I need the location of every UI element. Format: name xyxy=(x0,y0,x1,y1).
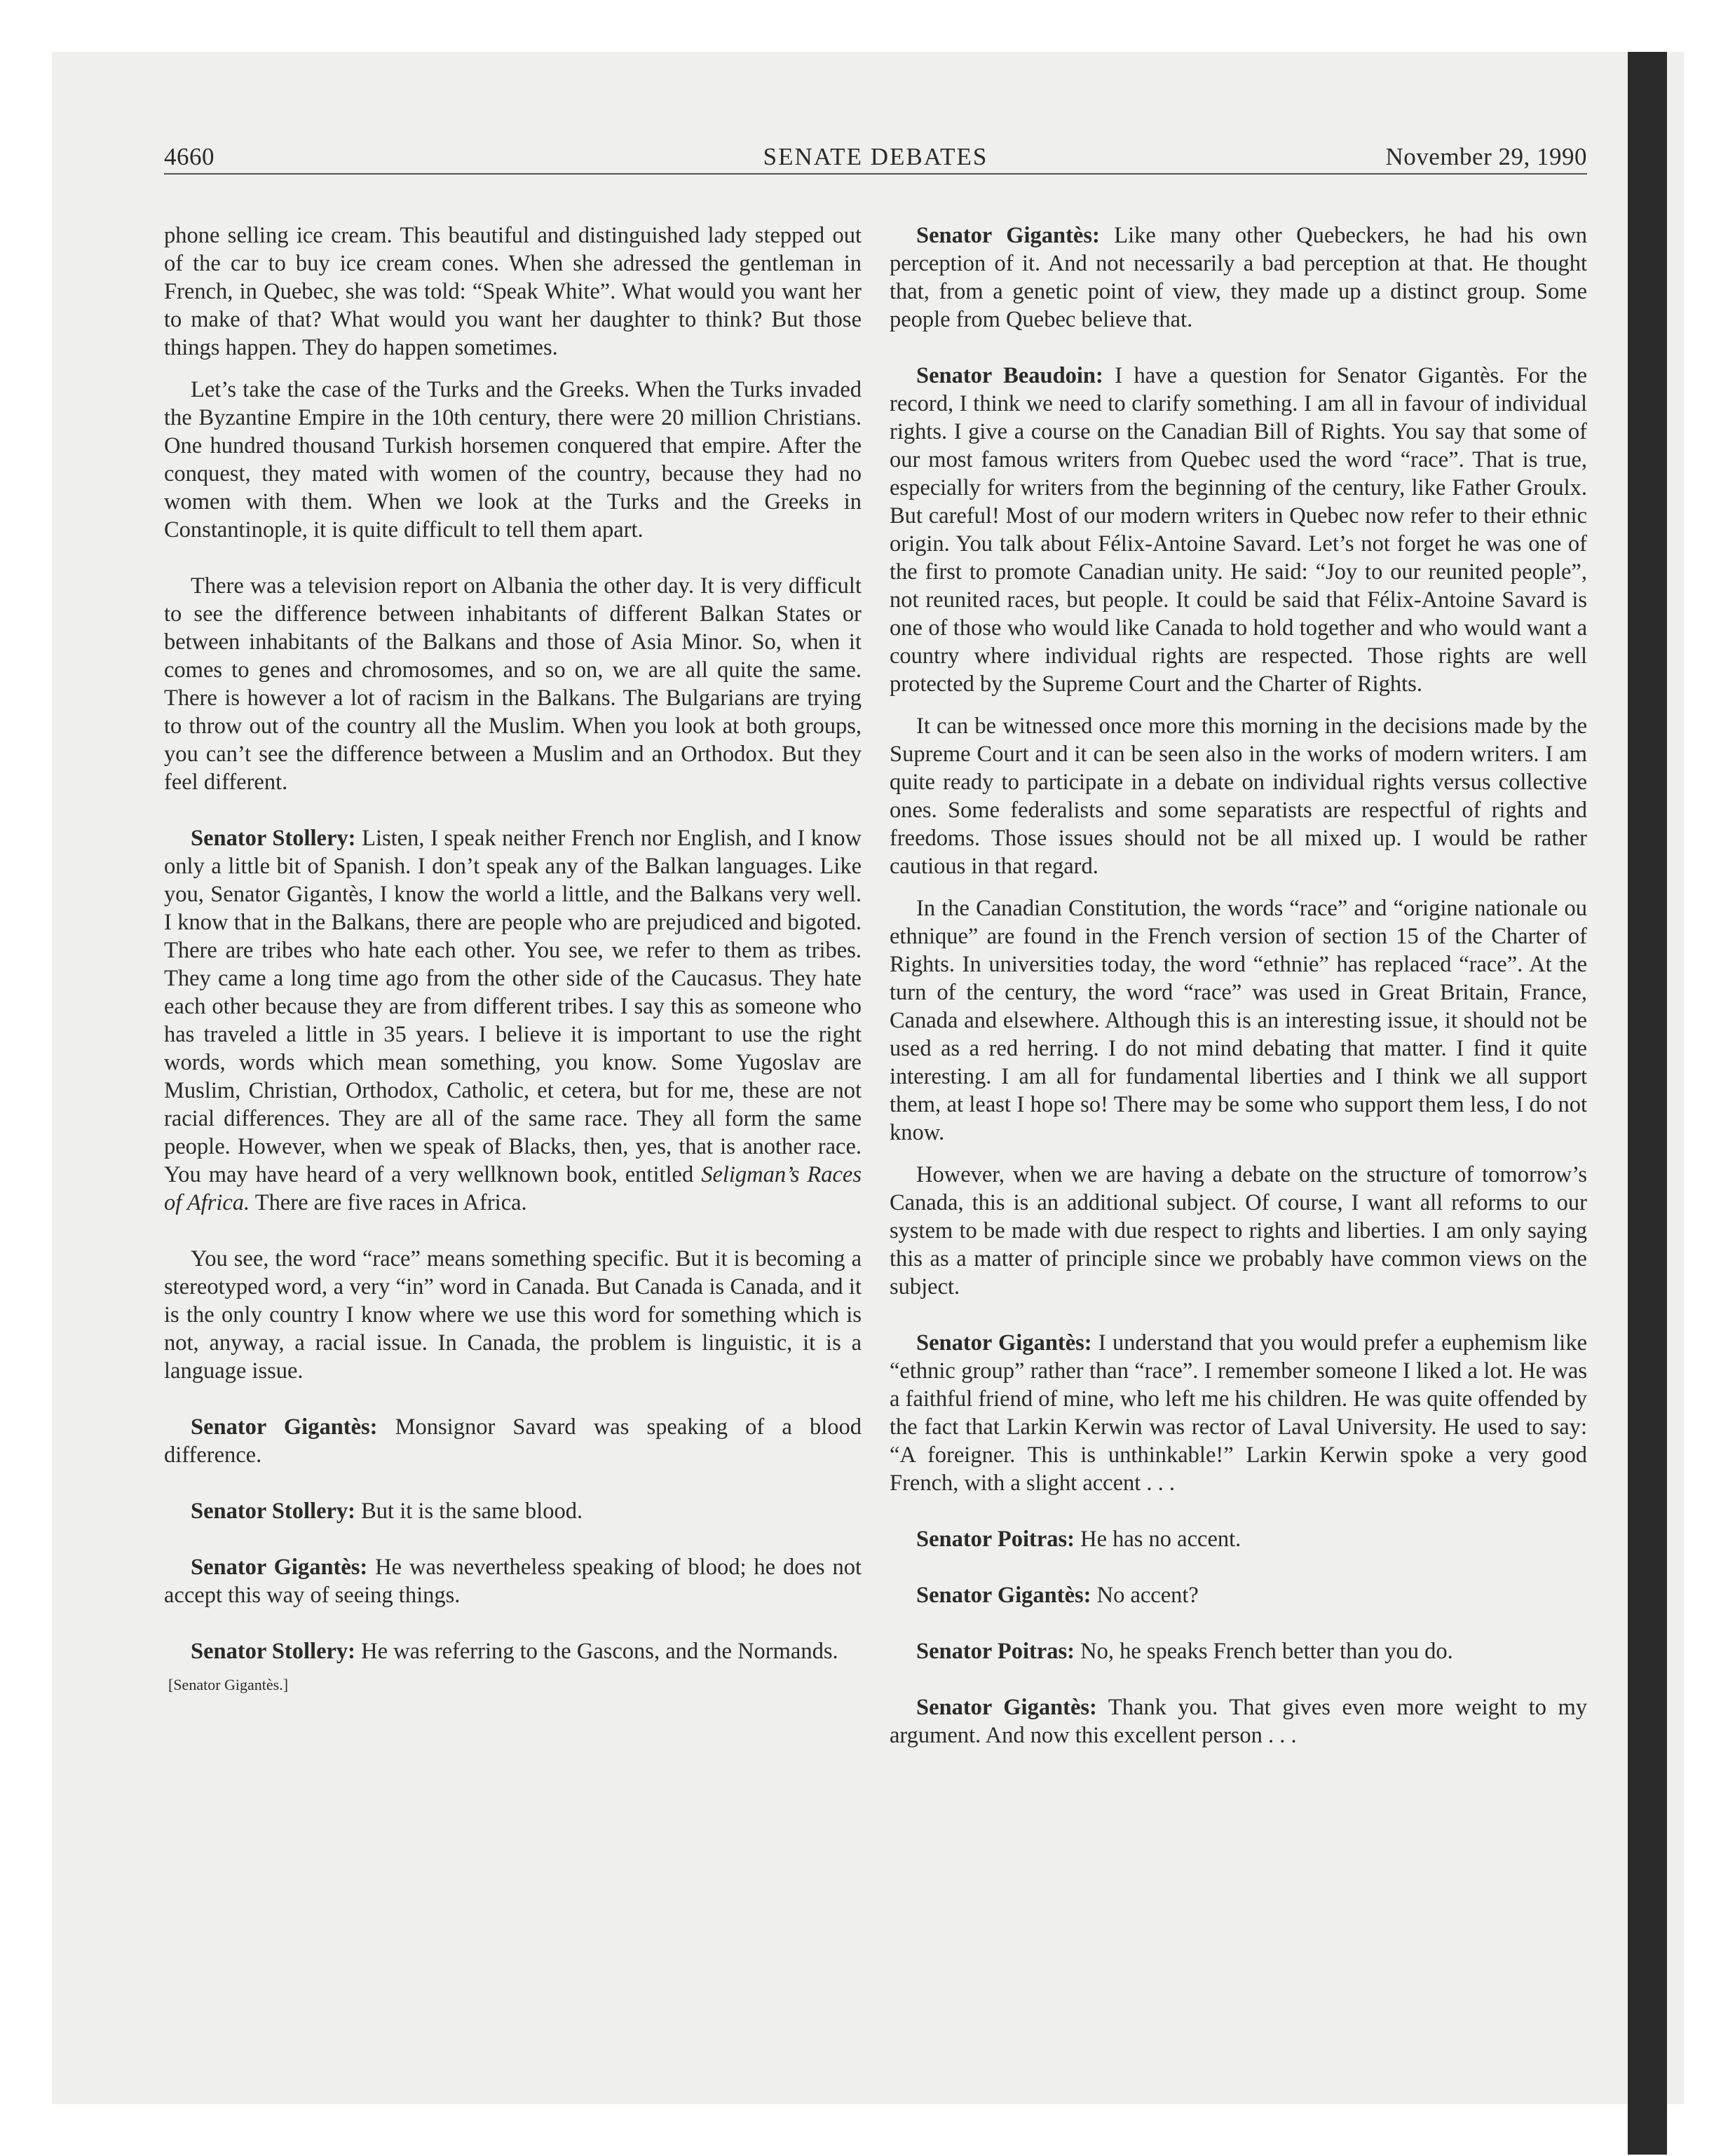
speech-paragraph: Senator Poitras: He has no accent. xyxy=(916,1527,1241,1552)
speech-paragraph: Senator Gigantès: I understand that you would prefer a euphemism like “ethnic group” rather than “race”. I remember someone I liked a lot. He was a faithful friend of mine, who left me his children. He was quite offended by the fact that Larkin Kerwin was rector of Laval University. He used to say: “A foreigner. This is unthinkable!” Larkin Kerwin spoke a very good French, with a slight accent . . . xyxy=(890,1330,1587,1496)
paragraph: It can be witnessed once more this morning in the decisions made by the Supreme Court and it can be seen also in the works of modern writers. I am quite ready to participate in a debate on individual rights versus collective ones. Some federalists and some separatists are respectful of rights and freedoms. Those issues should not be all mixed up. I would be rather cautious in that regard. xyxy=(890,714,1587,879)
speaker-name: Senator Stollery: xyxy=(191,826,356,851)
speaker-name: Senator Gigantès: xyxy=(916,1695,1097,1720)
speech-paragraph: Senator Gigantès: Monsignor Savard was speaking of a blood difference. xyxy=(164,1414,862,1468)
paragraph: phone selling ice cream. This beautiful and distinguished lady stepped out of the car to buy ice cream cones. When she adressed the gentleman in French, in Quebec, she was told: “Speak White”. What would you want her to make of that? What would you want her daughter to think? But those things happen. They do happen sometimes. xyxy=(164,223,862,360)
issue-date: November 29, 1990 xyxy=(1385,143,1587,170)
speaker-name: Senator Gigantès: xyxy=(916,1583,1091,1608)
publication-title: SENATE DEBATES xyxy=(763,143,988,170)
speech-paragraph: Senator Gigantès: He was nevertheless speaking of blood; he does not accept this way of seeing things. xyxy=(164,1555,862,1608)
left-column xyxy=(164,221,862,1695)
speech-paragraph: Senator Gigantès: No accent? xyxy=(916,1583,1199,1608)
paragraph: In the Canadian Constitution, the words “race” and “origine nationale ou ethnique” are found in the French version of section 15 of the Charter of Rights. In universities today, the word “ethnie” has replaced “race”. At the turn of the century, the word “race” was used in Great Britain, France, Canada and elsewhere. Although this is an interesting issue, it should not be used as a red herring. I do not mind debating that matter. I find it quite interesting. I am all for fundamental liberties and I think we all support them, at least I hope so! There may be some who support them less, I do not know. xyxy=(890,896,1587,1145)
right-column xyxy=(890,221,1587,1763)
speaker-name: Senator Stollery: xyxy=(191,1639,355,1664)
speaker-name: Senator Poitras: xyxy=(916,1527,1075,1552)
paragraph: There was a television report on Albania the other day. It is very difficult to see the difference between inhabitants of different Balkan States or between inhabitants of the Balkans and those of Asia Minor. So, when it comes to genes and chromosomes, and so on, we are all quite the same. There is however a lot of racism in the Balkans. The Bulgarians are trying to throw out of the country all the Muslim. When you look at both groups, you can’t see the difference between a Muslim and an Orthodox. But they feel different. xyxy=(164,573,862,795)
scan-shadow-edge xyxy=(1628,52,1667,2155)
speech-paragraph: Senator Stollery: But it is the same blood. xyxy=(191,1499,583,1524)
speaker-name: Senator Poitras: xyxy=(916,1639,1075,1664)
speaker-name: Senator Gigantès: xyxy=(916,1330,1092,1356)
paragraph: However, when we are having a debate on the structure of tomorrow’s Canada, this is an additional subject. Of course, I want all reforms to our system to be made with due respect to rights and liberties. I am only saying this as a matter of principle since we probably have common views on the subject. xyxy=(890,1162,1587,1299)
speaker-name: Senator Gigantès: xyxy=(191,1414,378,1440)
book-title: Seligman’s Races of Africa. xyxy=(164,1162,862,1215)
paragraph: You see, the word “race” means something specific. But it is becoming a stereotyped word, a very “in” word in Canada. But Canada is Canada, and it is the only country I know where we use this word for something which is not, anyway, a racial issue. In Canada, the problem is linguistic, it is a language issue. xyxy=(164,1246,862,1384)
speech-paragraph: Senator Poitras: No, he speaks French better than you do. xyxy=(916,1639,1453,1664)
speaker-name: Senator Beaudoin: xyxy=(916,363,1103,388)
speech-paragraph: Senator Gigantès: Like many other Quebeckers, he had his own perception of it. And not necessarily a bad perception at that. He thought that, from a genetic point of view, they made up a distinct group. Some people from Quebec believe that. xyxy=(890,223,1587,332)
speech-paragraph: Senator Stollery: He was referring to the Gascons, and the Normands. xyxy=(191,1639,838,1664)
speaker-name: Senator Stollery: xyxy=(191,1499,355,1524)
speaker-name: Senator Gigantès: xyxy=(916,223,1100,248)
page-header xyxy=(164,143,1587,172)
speech-paragraph: Senator Gigantès: Thank you. That gives even more weight to my argument. And now this excellent person . . . xyxy=(890,1695,1588,1748)
speech-paragraph: Senator Beaudoin: I have a question for Senator Gigantès. For the record, I think we need to clarify something. I am all in favour of individual rights. I give a course on the Canadian Bill of Rights. You say that some of our most famous writers from Quebec used the word “race”. That is true, especially for writers from the beginning of the century, like Father Groulx. But careful! Most of our modern writers in Quebec now refer to their ethnic origin. You talk about Félix-Antoine Savard. Let’s not forget he was one of the first to promote Canadian unity. He said: “Joy to our reunited people”, not reunited races, but people. It could be said that Félix-Antoine Savard is one of those who would like Canada to hold together and who would want a country where individual rights are respected. Those rights are well protected by the Supreme Court and the Charter of Rights. xyxy=(890,363,1587,697)
speaker-name: Senator Gigantès: xyxy=(191,1555,368,1580)
speaker-note: [Senator Gigantès.] xyxy=(168,1676,289,1693)
page-number: 4660 xyxy=(164,143,215,170)
header-rule xyxy=(164,173,1587,175)
speech-paragraph: Senator Stollery: Listen, I speak neither French nor English, and I know only a little bit of Spanish. I don’t speak any of the Balkan languages. Like you, Senator Gigantès, I know the world a little, and the Balkans very well. I know that in the Balkans, there are people who are prejudiced and bigoted. There are tribes who hate each other. You see, we refer to them as tribes. They came a long time ago from the other side of the Caucasus. They hate each other because they are from different tribes. I say this as someone who has traveled a little in 35 years. I believe it is important to use the right words, words which mean something, you know. Some Yugoslav are Muslim, Christian, Orthodox, Catholic, et cetera, but for me, these are not racial differences. They are all of the same race. They all form the same people. However, when we speak of Blacks, then, yes, that is another race. You may have heard of a very wellknown book, entitled Seligman’s Races of Africa. There are five races in Africa. xyxy=(164,826,862,1215)
paragraph: Let’s take the case of the Turks and the Greeks. When the Turks invaded the Byzantine Empire in the 10th century, there were 20 million Christians. One hundred thousand Turkish horsemen conquered that empire. After the conquest, they mated with women of the country, because they had no women with them. When we look at the Turks and the Greeks in Constantinople, it is quite difficult to tell them apart. xyxy=(164,377,862,543)
